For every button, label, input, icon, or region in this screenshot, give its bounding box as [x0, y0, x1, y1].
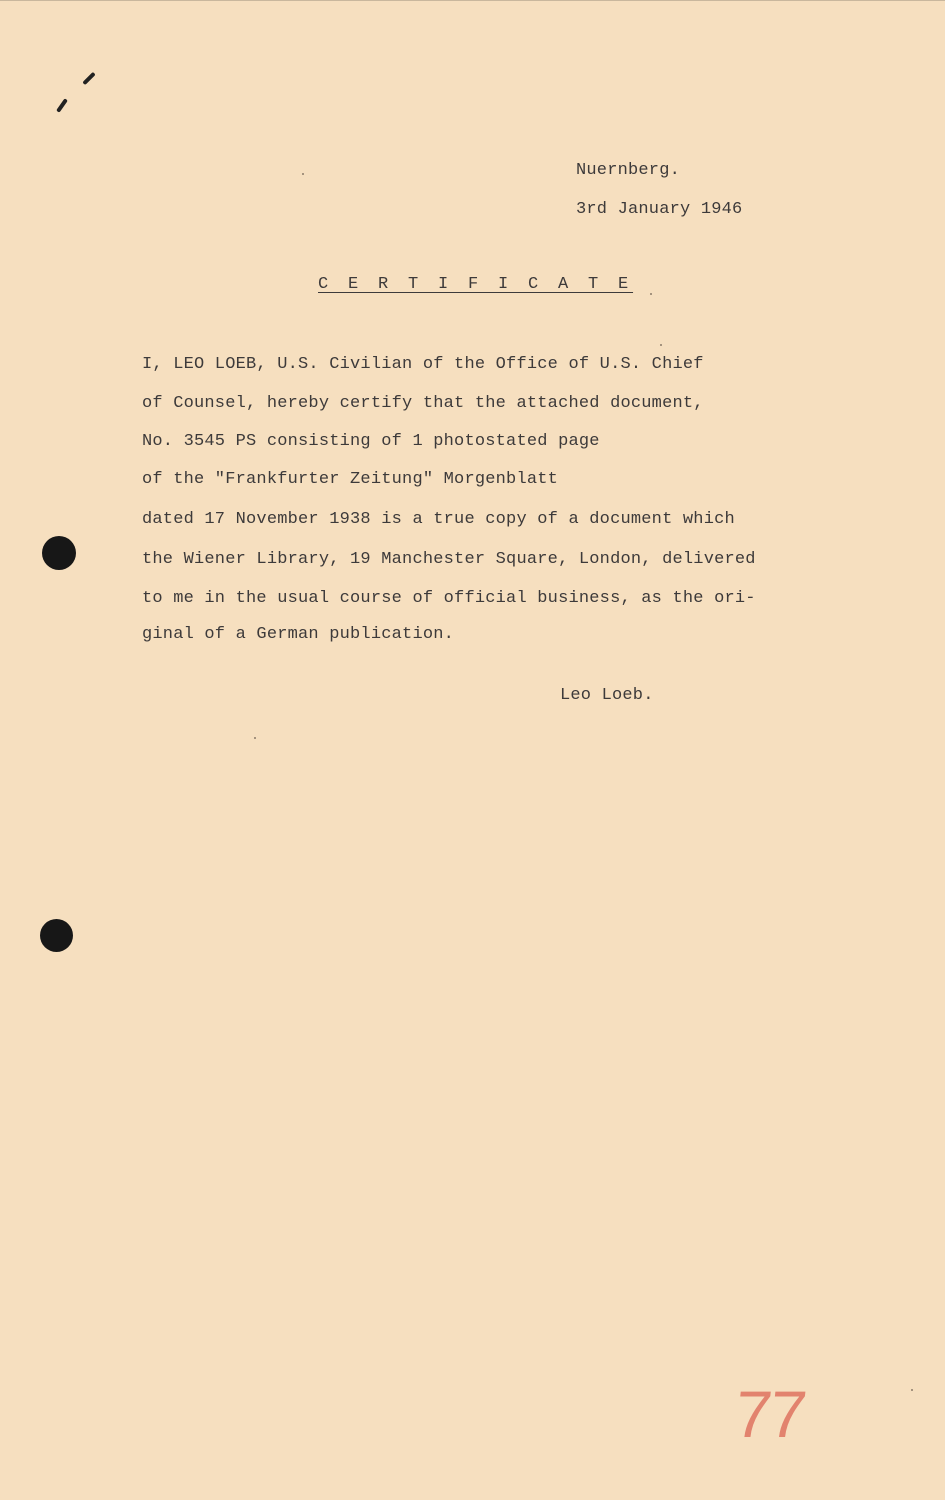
body-line: I, LEO LOEB, U.S. Civilian of the Office of U.S. Chief	[142, 355, 704, 374]
body-line: ginal of a German publication.	[142, 625, 455, 644]
ink-tick-icon	[82, 72, 95, 85]
paper-speck	[660, 344, 662, 346]
document-title: C E R T I F I C A T E	[318, 275, 634, 294]
body-line: of the "Frankfurter Zeitung" Morgenblatt	[142, 470, 559, 489]
signature: Leo Loeb.	[560, 686, 654, 705]
body-line: the Wiener Library, 19 Manchester Square, London, delivered	[142, 550, 756, 569]
place-line: Nuernberg.	[576, 161, 681, 180]
punch-hole-icon	[40, 919, 73, 952]
page-number: 77	[731, 1377, 809, 1451]
punch-hole-icon	[42, 536, 76, 570]
paper-speck	[254, 737, 256, 739]
paper-speck	[911, 1389, 913, 1391]
paper-speck	[650, 293, 652, 295]
body-line: dated 17 November 1938 is a true copy of a document which	[142, 510, 735, 529]
date-line: 3rd January 1946	[576, 200, 743, 219]
body-line: No. 3545 PS consisting of 1 photostated page	[142, 432, 600, 451]
body-line: to me in the usual course of official business, as the ori-	[142, 589, 756, 608]
body-line: of Counsel, hereby certify that the attached document,	[142, 394, 704, 413]
ink-tick-icon	[56, 98, 68, 113]
paper-speck	[302, 173, 304, 175]
